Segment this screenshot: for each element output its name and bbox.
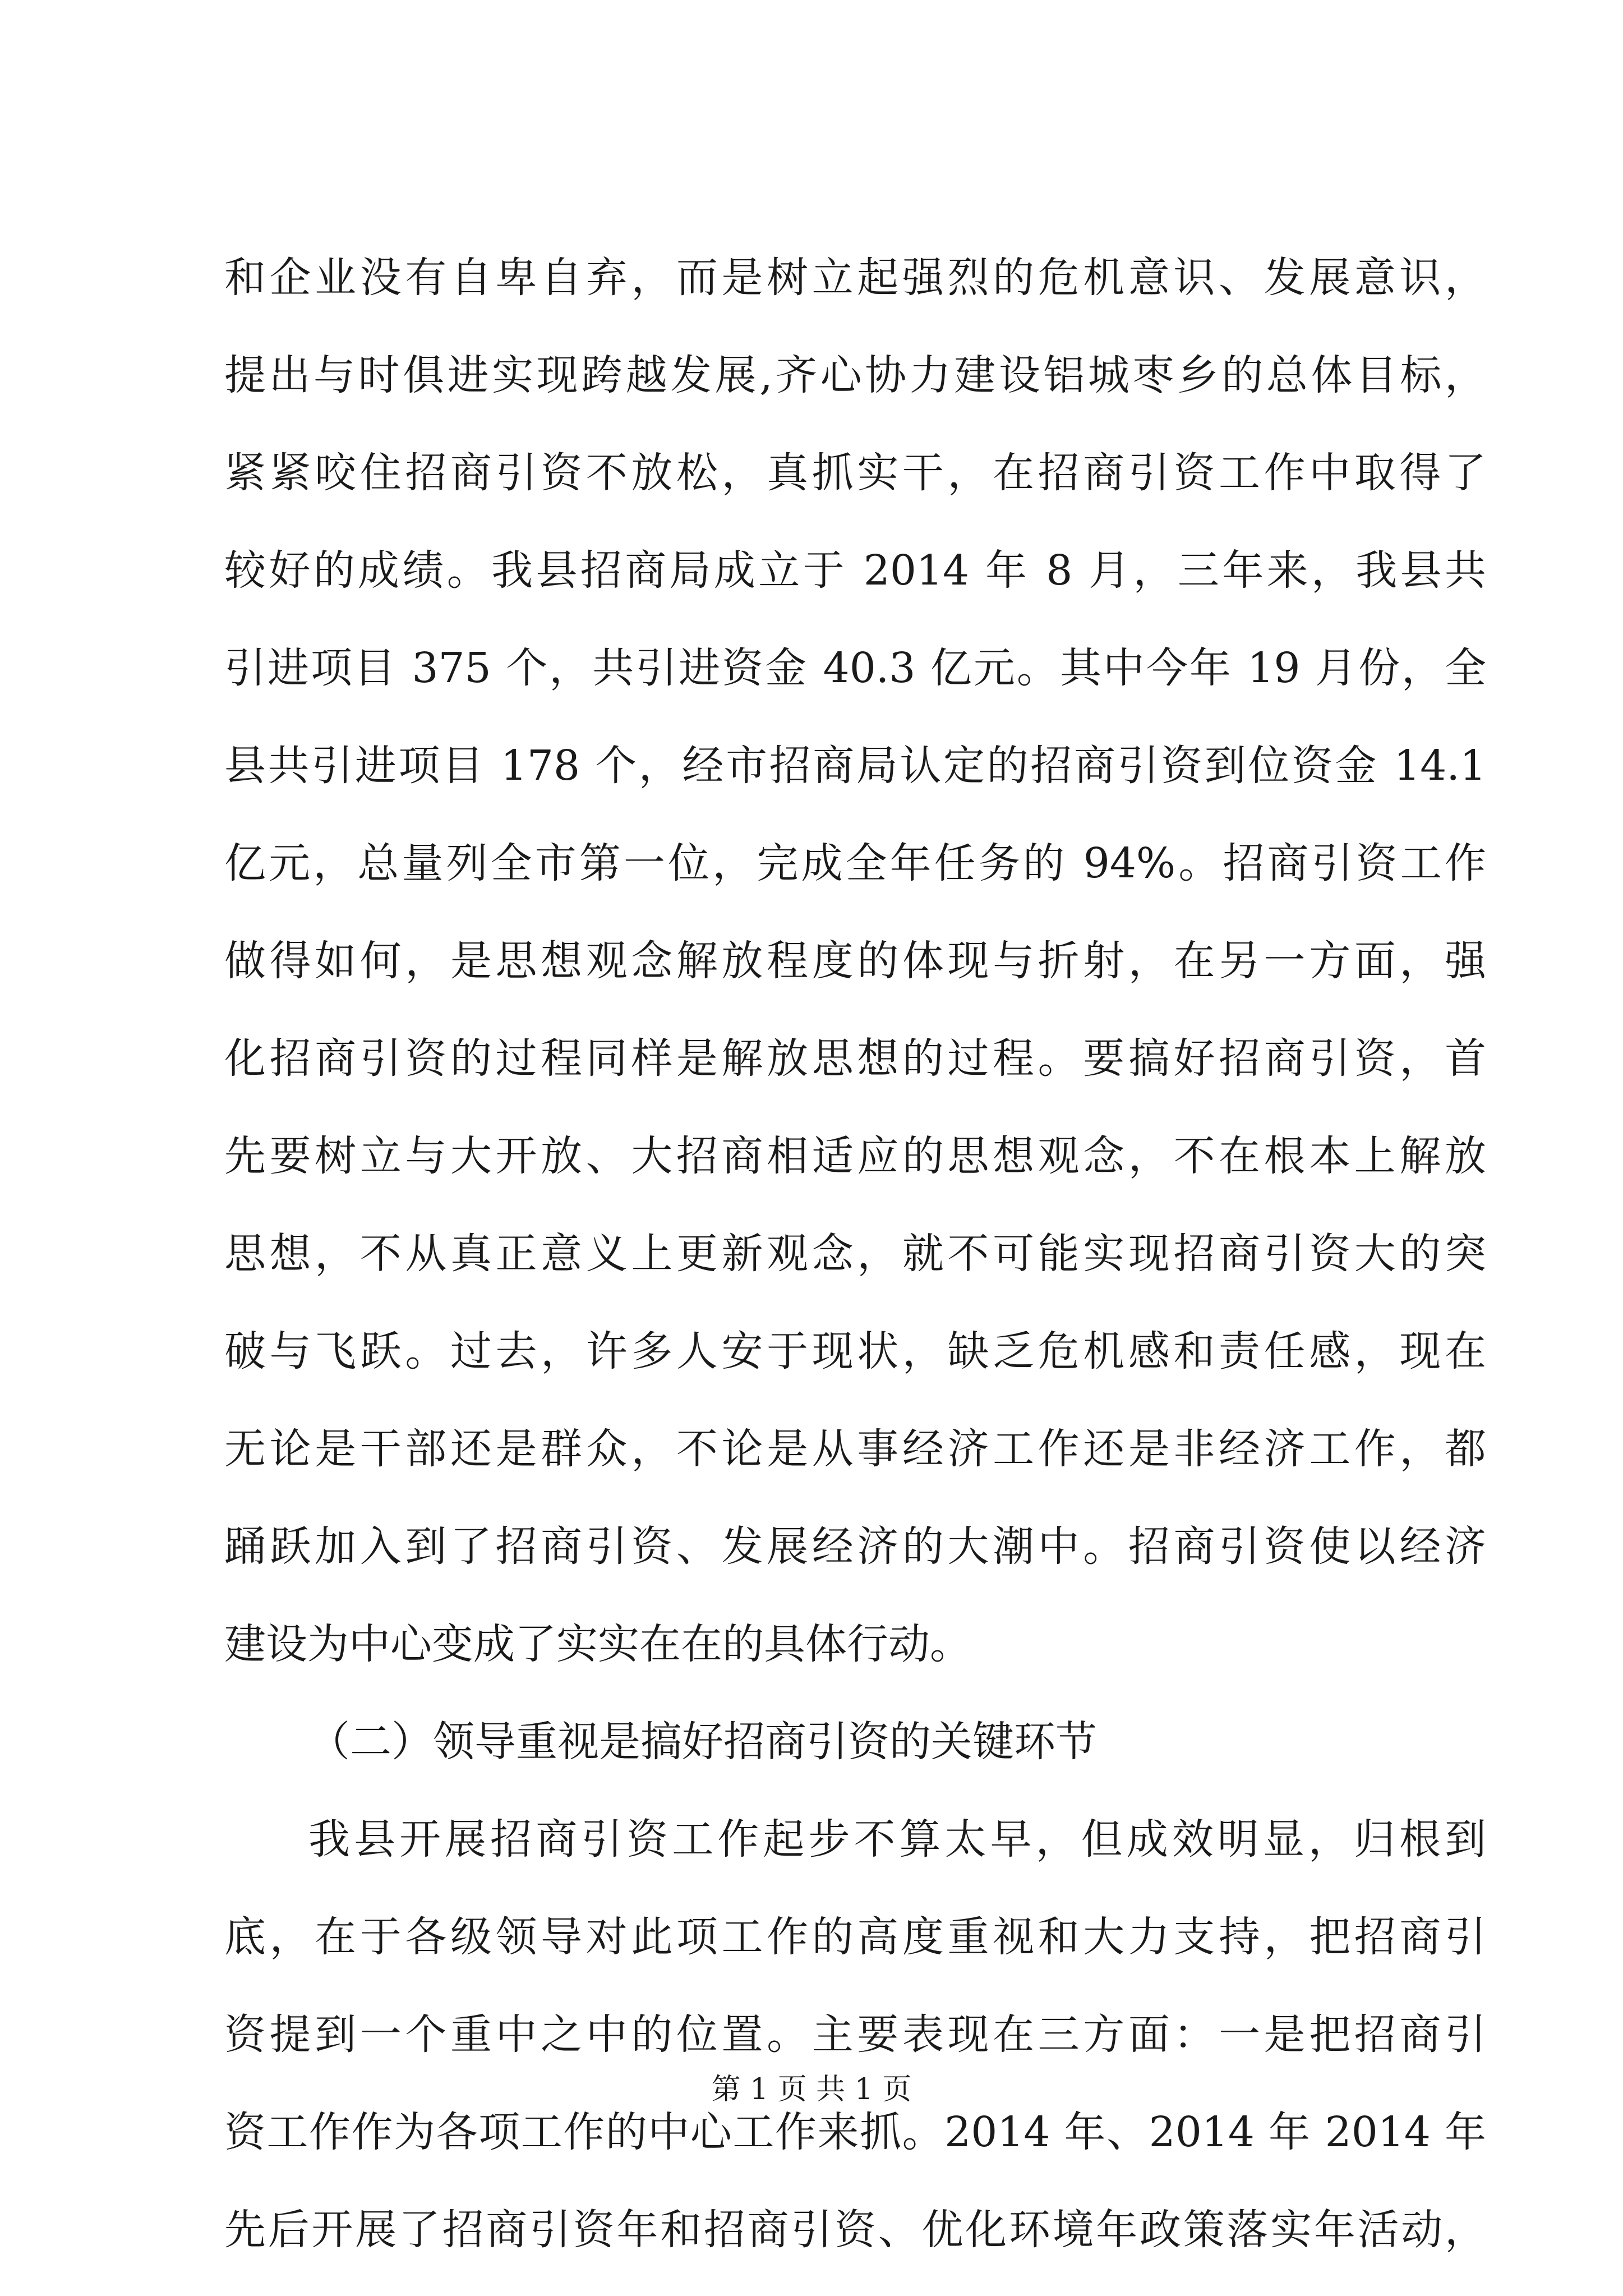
body-line: 思想，不从真正意义上更新观念，就不可能实现招商引资大的突 xyxy=(224,1230,1486,1278)
body-line: 先后开展了招商引资年和招商引资、优化环境年政策落实年活动， xyxy=(224,2206,1486,2254)
body-line: 底，在于各级领导对此项工作的高度重视和大力支持，把招商引 xyxy=(224,1913,1486,1961)
body-line: 做得如何，是思想观念解放程度的体现与折射，在另一方面，强 xyxy=(224,937,1486,985)
body-line: 破与飞跃。过去，许多人安于现状，缺乏危机感和责任感，现在 xyxy=(224,1327,1486,1375)
body-line: 提出与时俱进实现跨越发展,齐心协力建设铝城枣乡的总体目标， xyxy=(224,351,1486,399)
body-line: 我县开展招商引资工作起步不算太早，但成效明显，归根到 xyxy=(308,1815,1486,1864)
body-line: 踊跃加入到了招商引资、发展经济的大潮中。招商引资使以经济 xyxy=(224,1522,1486,1571)
body-line: 先要树立与大开放、大招商相适应的思想观念，不在根本上解放 xyxy=(224,1132,1486,1180)
body-line: 无论是干部还是群众，不论是从事经济工作还是非经济工作，都 xyxy=(224,1425,1486,1473)
body-line: 资工作作为各项工作的中心工作来抓。2014 年、2014 年 2014 年 xyxy=(224,2108,1486,2156)
body-line: 县共引进项目 178 个，经市招商局认定的招商引资到位资金 14.1 xyxy=(224,742,1486,790)
body-line: 资提到一个重中之中的位置。主要表现在三方面：一是把招商引 xyxy=(224,2010,1486,2059)
body-line: 和企业没有自卑自弃，而是树立起强烈的危机意识、发展意识， xyxy=(224,254,1486,302)
body-line: 紧紧咬住招商引资不放松，真抓实干，在招商引资工作中取得了 xyxy=(224,449,1486,497)
body-line: 化招商引资的过程同样是解放思想的过程。要搞好招商引资，首 xyxy=(224,1034,1486,1083)
body-line: 建设为中心变成了实实在在的具体行动。 xyxy=(224,1620,971,1668)
body-line: 引进项目 375 个，共引进资金 40.3 亿元。其中今年 19 月份，全 xyxy=(224,644,1486,692)
body-line: 较好的成绩。我县招商局成立于 2014 年 8 月，三年来，我县共 xyxy=(224,546,1486,595)
page-footer: 第 1 页 共 1 页 xyxy=(711,2073,912,2106)
document-body xyxy=(224,229,1486,2279)
section-heading: （二）领导重视是搞好招商引资的关键环节 xyxy=(308,1718,1097,1766)
body-line: 亿元，总量列全市第一位，完成全年任务的 94%。招商引资工作 xyxy=(224,839,1486,887)
